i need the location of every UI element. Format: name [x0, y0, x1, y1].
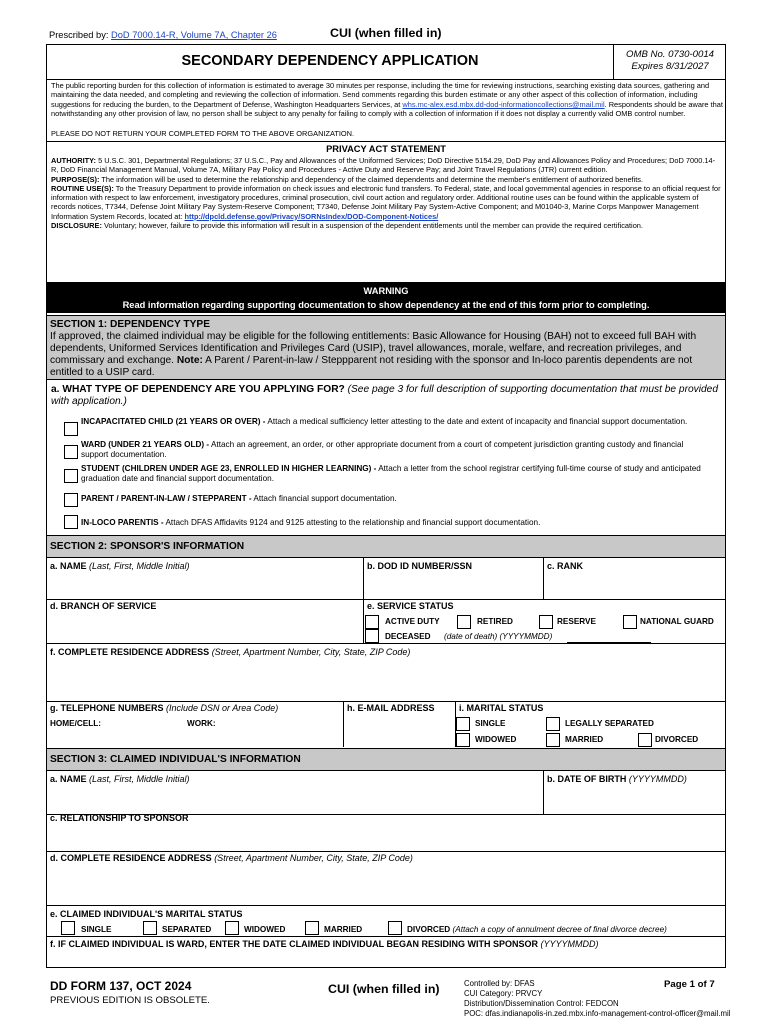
- claimed-divorced-checkbox[interactable]: [388, 921, 402, 935]
- email-label: h. E-MAIL ADDRESS: [347, 703, 435, 713]
- dob-input[interactable]: [545, 786, 723, 812]
- dob-label: b. DATE OF BIRTH (YYYYMMDD): [547, 774, 687, 784]
- burden-email-link[interactable]: whs.mc-alex.esd.mbx.dd-dod-informationcollections@mail.mil: [402, 99, 605, 109]
- phone-label: g. TELEPHONE NUMBERS (Include DSN or Area Code): [50, 703, 279, 713]
- privacy-body: AUTHORITY: 5 U.S.C. 301, Departmental Regulations; 37 U.S.C., Pay and Allowances of the Uniformed Services; DoD Directive 5154.29, DoD Pay and Allowances Policy and Procedures; DoD 7000.14-R, DoD Financial Management Manual, Volume 7A, Military Pay Policy and Procedures - Active Duty and Reserve Pay; and Joint Travel Regulations (JTR) current edition. PURPOSE(S): The information will be used to determine the relationship and dependency of the claimed dependents and determine the member's entitlement of authorized benefits. ROUTINE USE(S): To the Treasury Department to provide information on check issues and electronic fund transfers. To Federal, state, and local governmental agencies in response to an official request for information with respect to law enforcement, investigatory procedures, criminal prosecution, civil court action and regulatory order. Additional routine uses can be found within the applicable system of records notices, T7344, Defense Joint Military Pay System-Reserve Component; T7340, Defense Joint Military Pay System-Active Component; and M01040-3, Marine Corps Manpower Management Information System Records, located at: http://dpcld.defense.gov/Privacy/SORNsIndex/DOD-Component-Notices/ DISCLOSURE: Voluntary; however, failure to provide this information will result in a suspension of the dependent entitlements until the member can provide the required certification.: [51, 156, 721, 231]
- dod-id-label: b. DOD ID NUMBER/SSN: [367, 561, 473, 571]
- cui-bottom: CUI (when filled in): [328, 982, 440, 996]
- rank-label: c. RANK: [547, 561, 584, 571]
- relationship-input[interactable]: [49, 825, 723, 850]
- incapacitated-child-checkbox[interactable]: [64, 422, 78, 436]
- divorced-option: DIVORCED (Attach a copy of annulment decree of final divorce decree): [407, 925, 667, 934]
- option-ward: WARD (UNDER 21 YEARS OLD) - Attach an agreement, an order, or other appropriate document from a court of competent jurisdiction granting custody and financial support documentation.: [81, 440, 684, 459]
- section1-title: SECTION 1: DEPENDENCY TYPE: [50, 319, 211, 330]
- reserve-checkbox[interactable]: [539, 615, 553, 629]
- claimed-name-input[interactable]: [49, 786, 541, 812]
- cui-designation: Controlled by: DFAS CUI Category: PRVCY Distribution/Dissemination Control: FEDCON POC: dfas.indianapolis-in.zed.mbx.info-management-control-officer@mail.mil: [464, 979, 731, 1018]
- home-cell-label: HOME/CELL:: [50, 719, 101, 728]
- sponsor-name-input[interactable]: [49, 573, 361, 597]
- active-duty-checkbox[interactable]: [365, 615, 379, 629]
- student-checkbox[interactable]: [64, 469, 78, 483]
- burden-statement: The public reporting burden for this collection of information is estimated to average 30 minutes per response, including the time for reviewing instructions, searching existing data sources, gathering and maintaining the data needed, and completing and reviewing the collection of information. Send comments regarding this burden estimate or any other aspect of this collection of information, including suggestions for reducing the burden, to the Department of Defense, Washington Headquarters Services, at whs.mc-alex.esd.mbx.dd-dod-informationcollections@mail.mil. Respondents should be aware that notwithstanding any other provision of law, no person shall be subject to any penalty for failing to comply with a collection of information if it does not display a currently valid OMB control number.: [51, 81, 723, 118]
- do-not-return: PLEASE DO NOT RETURN YOUR COMPLETED FORM TO THE ABOVE ORGANIZATION.: [51, 129, 355, 138]
- cui-top: CUI (when filled in): [330, 26, 442, 40]
- rank-input[interactable]: [545, 573, 723, 597]
- service-status-label: e. SERVICE STATUS: [367, 601, 454, 611]
- work-phone-input[interactable]: [217, 715, 341, 745]
- sponsor-address-input[interactable]: [49, 659, 723, 701]
- sponsor-marital-label: i. MARITAL STATUS: [459, 703, 544, 713]
- option-in-loco: IN-LOCO PARENTIS - Attach DFAS Affidavits 9124 and 9125 attesting to the relationship and financial support documentation.: [81, 518, 541, 527]
- sponsor-widowed-checkbox[interactable]: [456, 733, 470, 747]
- section2-header: SECTION 2: SPONSOR'S INFORMATION: [47, 535, 725, 558]
- national-guard-checkbox[interactable]: [623, 615, 637, 629]
- form-page-1: SECONDARY DEPENDENCY APPLICATION OMB No. 0730-0014 Expires 8/31/2027 The public reporting burden for this collection of information is estimated to average 30 minutes per response, including the time for reviewing instructions, searching existing data sources, gathering and maintaining the data needed, and completing and reviewing the collection of information. Send comments regarding this burden estimate or any other aspect of this collection of information, including suggestions for reducing the burden, to the Department of Defense, Washington Headquarters Services, at whs.mc-alex.esd.mbx.dd-dod-informationcollections@mail.mil. Respondents should be aware that notwithstanding any other provision of law, no person shall be subject to any penalty for failing to comply with a collection of information if it does not display a currently valid OMB control number. PLEASE DO NOT RETURN YOUR COMPLETED FORM TO THE ABOVE ORGANIZATION. PRIVACY ACT STATEMENT AUTHORITY: 5 U.S.C. 301, Departmental Regulations; 37 U.S.C., Pay and Allowances of the Uniformed Services; DoD Directive 5154.29, DoD Pay and Allowances Policy and Procedures; DoD 7000.14-R, DoD Financial Management Manual, Volume 7A, Military Pay Policy and Procedures - Active Duty and Reserve Pay; and Joint Travel Regulations (JTR) current edition. PURPOSE(S): The information will be used to determine the relationship and dependency of the claimed dependents and determine the member's entitlement of authorized benefits. ROUTINE USE(S): To the Treasury Department to provide information on check issues and electronic fund transfers. To Federal, state, and local governmental agencies in response to an official request for information with respect to law enforcement, investigatory procedures, criminal prosecution, civil court action and regulatory order. Additional routine uses can be found within the applicable system of records notices, T7344, Defense Joint Military Pay System-Reserve Component; T7340, Defense Joint Military Pay System-Active Component; and M01040-3, Marine Corps Manpower Management Information System Records, located at: http://dpcld.defense.gov/Privacy/SORNsIndex/DOD-Component-Notices/ DISCLOSURE: Voluntary; however, failure to provide this information will result in a suspension of the dependent entitlements until the member can provide the required certification. WARNING Read information regarding supporting documentation to show dependency at the end of this form prior to completing. SECTION 1: DEPENDENCY TYPE If approved, the claimed individual may be eligible for the following entitlements: Basic Allowance for Housing (BAH) not to exceed full BAH with dependents, Uniformed Services Identification and Privileges Card (USIP), travel allowances, morale, welfare, and recreation privileges, and commissary and exchange. Note: A Parent / Parent-in-law / Steppparent not residing with the sponsor and In-loco parentis dependents are not entitled to a USIP card. a. WHAT TYPE OF DEPENDENCY ARE YOU APPLYING FOR? (See page 3 for full description of supporting documentation that must be provided with application.) INCAPACITATED CHILD (21 YEARS OR OVER) - Attach a medical sufficiency letter attesting to the date and extent of incapacity and financial support documentation. WARD (UNDER 21 YEARS OLD) - Attach an agreement, an order, or other appropriate document from a court of competent jurisdiction granting custody and financial support documentation. STUDENT (CHILDREN UNDER AGE 23, ENROLLED IN HIGHER LEARNING) - Attach a letter from the school registrar certifying full-time course of study and anticipated graduation date and financial support documentation. PARENT / PARENT-IN-LAW / STEPPARENT - Attach financial support documentation. IN-LOCO PARENTIS - Attach DFAS Affidavits 9124 and 9125 attesting to the relationship and financial support documentation. SECTION 2: SPONSOR'S INFORMATION a. NAME (Last, First, Middle Initial) b. DOD ID NUMBER/SSN c. RANK d. BRANCH OF SERVICE e. SERVICE STATUS ACTIVE DUTY RETIRED RESERVE NATIONAL GUARD DECEASED (date of death) (YYYYMMDD) f. COMPLETE RESIDENCE ADDRESS (Street, Apartment Number, City, State, ZIP Code) g. TELEPHONE NUMBERS (Include DSN or Area Code) HOME/CELL: WORK: h. E-MAIL ADDRESS i. MARITAL STATUS SINGLE LEGALLY SEPARATED WIDOWED MARRIED DIVORCED SECTION 3: CLAIMED INDIVIDUAL'S INFORMATION a. NAME (Last, First, Middle Initial) b. DATE OF BIRTH (YYYYMMDD) c. RELATIONSHIP TO SPONSOR d. COMPLETE RESIDENCE ADDRESS (Street, Apartment Number, City, State, ZIP Code) e. CLAIMED INDIVIDUAL'S MARITAL STATUS SINGLE SEPARATED WIDOWED MARRIED DIVORCED (Attach a copy of annulment decree of final divorce decree) f. IF CLAIMED INDIVIDUAL IS WARD, ENTER THE DATE CLAIMED INDIVIDUAL BEGAN RESIDING WITH SPONSOR (YYYYMMDD): [46, 44, 726, 968]
- option-incapacitated: INCAPACITATED CHILD (21 YEARS OR OVER) - Attach a medical sufficiency letter attesting to the date and extent of incapacity and financial support documentation.: [81, 417, 688, 426]
- section3-header: SECTION 3: CLAIMED INDIVIDUAL'S INFORMATION: [47, 748, 725, 771]
- relationship-label: c. RELATIONSHIP TO SPONSOR: [50, 813, 189, 823]
- prescribed-by: Prescribed by: DoD 7000.14-R, Volume 7A, Chapter 26: [49, 30, 277, 40]
- sponsor-divorced-checkbox[interactable]: [638, 733, 652, 747]
- claimed-separated-checkbox[interactable]: [143, 921, 157, 935]
- privacy-title: PRIVACY ACT STATEMENT: [326, 144, 446, 154]
- branch-input[interactable]: [49, 613, 361, 641]
- option-student: STUDENT (CHILDREN UNDER AGE 23, ENROLLED IN HIGHER LEARNING) - Attach a letter from the school registrar certifying full-time course of study and anticipated graduation date and financial support documentation.: [81, 464, 701, 483]
- claimed-address-input[interactable]: [49, 865, 723, 903]
- form-number: DD FORM 137, OCT 2024: [50, 979, 192, 993]
- claimed-marital-label: e. CLAIMED INDIVIDUAL'S MARITAL STATUS: [50, 909, 243, 919]
- option-parent: PARENT / PARENT-IN-LAW / STEPPARENT - Attach financial support documentation.: [81, 494, 397, 503]
- dod-id-input[interactable]: [365, 573, 541, 597]
- ward-checkbox[interactable]: [64, 445, 78, 459]
- email-input[interactable]: [345, 715, 453, 745]
- section1-intro: If approved, the claimed individual may be eligible for the following entitlements: Basic Allowance for Housing (BAH) not to exceed full BAH with dependents, Uniformed Services Identification and Privileges Card (USIP), travel allowances, morale, welfare, and recreation privileges, and commissary and exchange. Note: A Parent / Parent-in-law / Steppparent not residing with the sponsor and In-loco parentis dependents are not entitled to a USIP card.: [50, 331, 697, 378]
- work-label: WORK:: [187, 719, 216, 728]
- home-phone-input[interactable]: [107, 715, 183, 745]
- branch-label: d. BRANCH OF SERVICE: [50, 601, 157, 611]
- warning-banner: WARNING Read information regarding supporting documentation to show dependency at the end of this form prior to completing.: [47, 282, 725, 313]
- dependency-question: a. WHAT TYPE OF DEPENDENCY ARE YOU APPLYING FOR? (See page 3 for full description of supporting documentation that must be provided with application.): [51, 384, 718, 407]
- claimed-name-label: a. NAME (Last, First, Middle Initial): [50, 774, 190, 784]
- ward-date-label: f. IF CLAIMED INDIVIDUAL IS WARD, ENTER THE DATE CLAIMED INDIVIDUAL BEGAN RESIDING WITH SPONSOR (YYYYMMDD): [50, 939, 599, 949]
- ward-date-input[interactable]: [49, 951, 723, 967]
- page-number: Page 1 of 7: [664, 979, 715, 990]
- claimed-address-label: d. COMPLETE RESIDENCE ADDRESS (Street, Apartment Number, City, State, ZIP Code): [50, 853, 413, 863]
- previous-edition: PREVIOUS EDITION IS OBSOLETE.: [50, 995, 210, 1006]
- sponsor-married-checkbox[interactable]: [546, 733, 560, 747]
- sponsor-legally-separated-checkbox[interactable]: [546, 717, 560, 731]
- sponsor-name-label: a. NAME (Last, First, Middle Initial): [50, 561, 190, 571]
- claimed-single-checkbox[interactable]: [61, 921, 75, 935]
- section1-header: [47, 315, 725, 380]
- retired-checkbox[interactable]: [457, 615, 471, 629]
- in-loco-parentis-checkbox[interactable]: [64, 515, 78, 529]
- prescribed-link[interactable]: DoD 7000.14-R, Volume 7A, Chapter 26: [111, 30, 277, 40]
- sponsor-address-label: f. COMPLETE RESIDENCE ADDRESS (Street, Apartment Number, City, State, ZIP Code): [50, 647, 411, 657]
- claimed-married-checkbox[interactable]: [305, 921, 319, 935]
- omb-block: OMB No. 0730-0014 Expires 8/31/2027: [626, 49, 714, 72]
- claimed-widowed-checkbox[interactable]: [225, 921, 239, 935]
- form-title: SECONDARY DEPENDENCY APPLICATION: [181, 53, 479, 69]
- sponsor-single-checkbox[interactable]: [456, 717, 470, 731]
- deceased-checkbox[interactable]: [365, 629, 379, 643]
- parent-checkbox[interactable]: [64, 493, 78, 507]
- sorn-link[interactable]: http://dpcld.defense.gov/Privacy/SORNsIndex/DOD-Component-Notices/: [184, 211, 439, 221]
